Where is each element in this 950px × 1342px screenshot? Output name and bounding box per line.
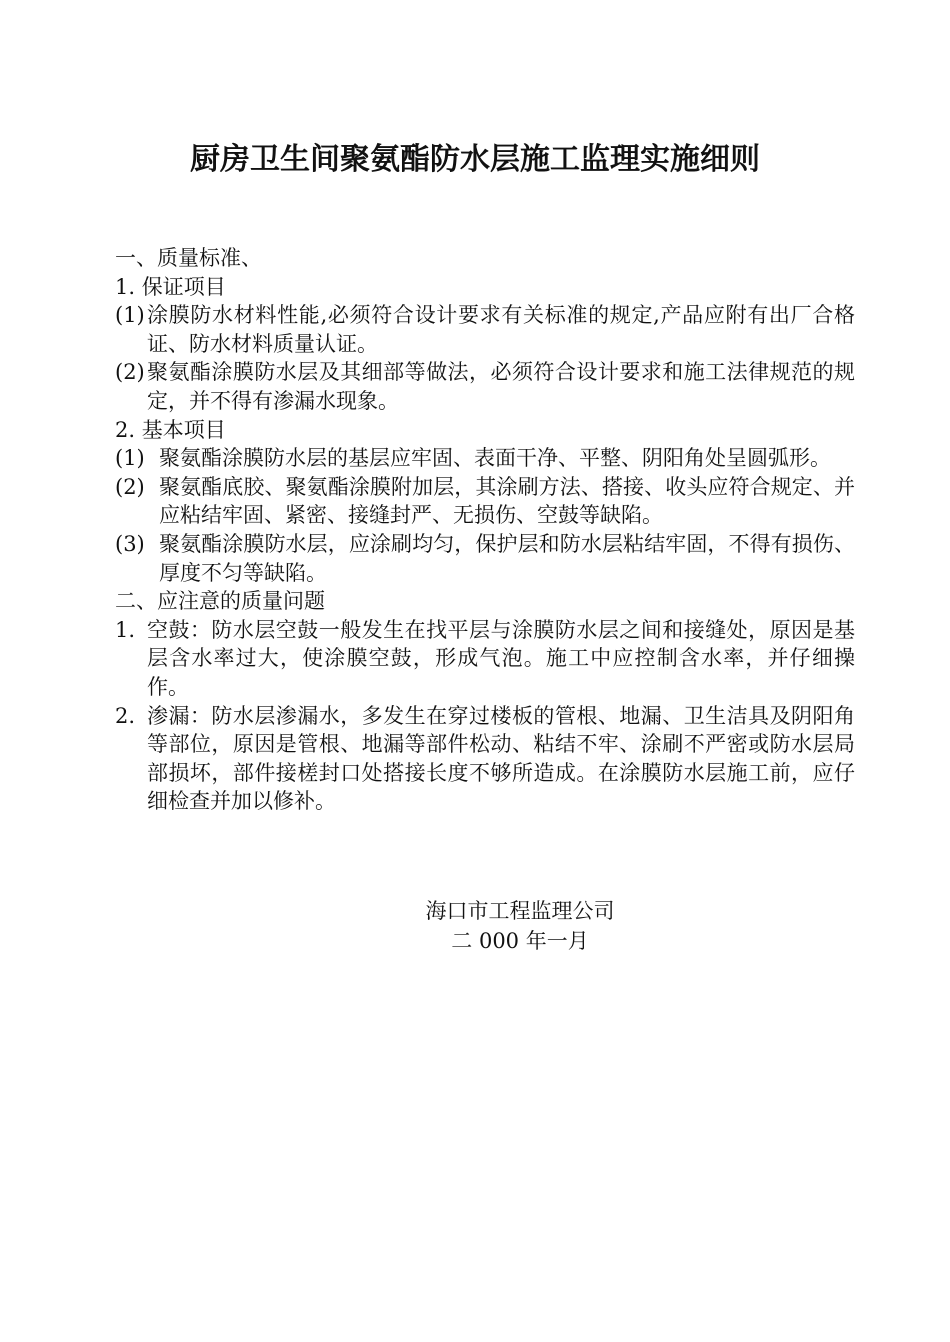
- basic-item: [115, 473, 855, 530]
- quality-issue-item: [115, 616, 855, 702]
- signature-block: [0, 896, 950, 956]
- document-title: 厨房卫生间聚氨酯防水层施工监理实施细则: [190, 142, 760, 177]
- guarantee-item: [115, 301, 855, 358]
- company-name: 海口市工程监理公司: [425, 899, 615, 923]
- item-number: (3): [115, 531, 145, 556]
- item-number: (2): [115, 474, 145, 499]
- item-text: 聚氨酯涂膜防水层及其细部等做法，必须符合设计要求和施工法律规范的规定，并不得有渗漏水现象。: [147, 360, 855, 413]
- item-number: (1): [115, 303, 145, 328]
- item-number: (1): [115, 446, 145, 471]
- signature-date: 二 000 年一月: [451, 929, 589, 953]
- basic-item: [115, 530, 855, 587]
- basic-item: [115, 444, 855, 473]
- item-text: 聚氨酯涂膜防水层的基层应牢固、表面干净、平整、阴阳角处呈圆弧形。: [159, 446, 831, 471]
- item-number: 1.: [115, 617, 136, 642]
- item-text: 渗漏：防水层渗漏水，多发生在穿过楼板的管根、地漏、卫生洁具及阴阳角等部位，原因是管根、地漏等部件松动、粘结不牢、涂刷不严密或防水层局部损坏，部件接槎封口处搭接长度不够所造成。在涂膜防水层施工前，应仔细检查并加以修补。: [147, 703, 855, 814]
- document-body: [115, 244, 855, 816]
- item-text: 空鼓：防水层空鼓一般发生在找平层与涂膜防水层之间和接缝处，原因是基层含水率过大，使涂膜空鼓，形成气泡。施工中应控制含水率，并仔细操作。: [147, 617, 855, 699]
- item-text: 聚氨酯涂膜防水层，应涂刷均匀，保护层和防水层粘结牢固，不得有损伤、厚度不匀等缺陷。: [159, 531, 855, 585]
- item-number: 2.: [115, 703, 136, 728]
- guarantee-item: [115, 358, 855, 415]
- section-2-heading: 二、应注意的质量问题: [115, 589, 325, 614]
- subsection-guarantee-heading: 1. 保证项目: [115, 274, 226, 299]
- subsection-basic-heading: 2. 基本项目: [115, 417, 226, 442]
- item-text: 涂膜防水材料性能,必须符合设计要求有关标准的规定,产品应附有出厂合格证、防水材料质量认证。: [147, 303, 855, 356]
- section-1-heading: 一、质量标准、: [115, 246, 262, 270]
- quality-issue-item: [115, 702, 855, 816]
- item-text: 聚氨酯底胶、聚氨酯涂膜附加层，其涂刷方法、搭接、收头应符合规定、并应粘结牢固、紧密、接缝封严、无损伤、空鼓等缺陷。: [159, 474, 855, 528]
- item-number: (2): [115, 360, 145, 385]
